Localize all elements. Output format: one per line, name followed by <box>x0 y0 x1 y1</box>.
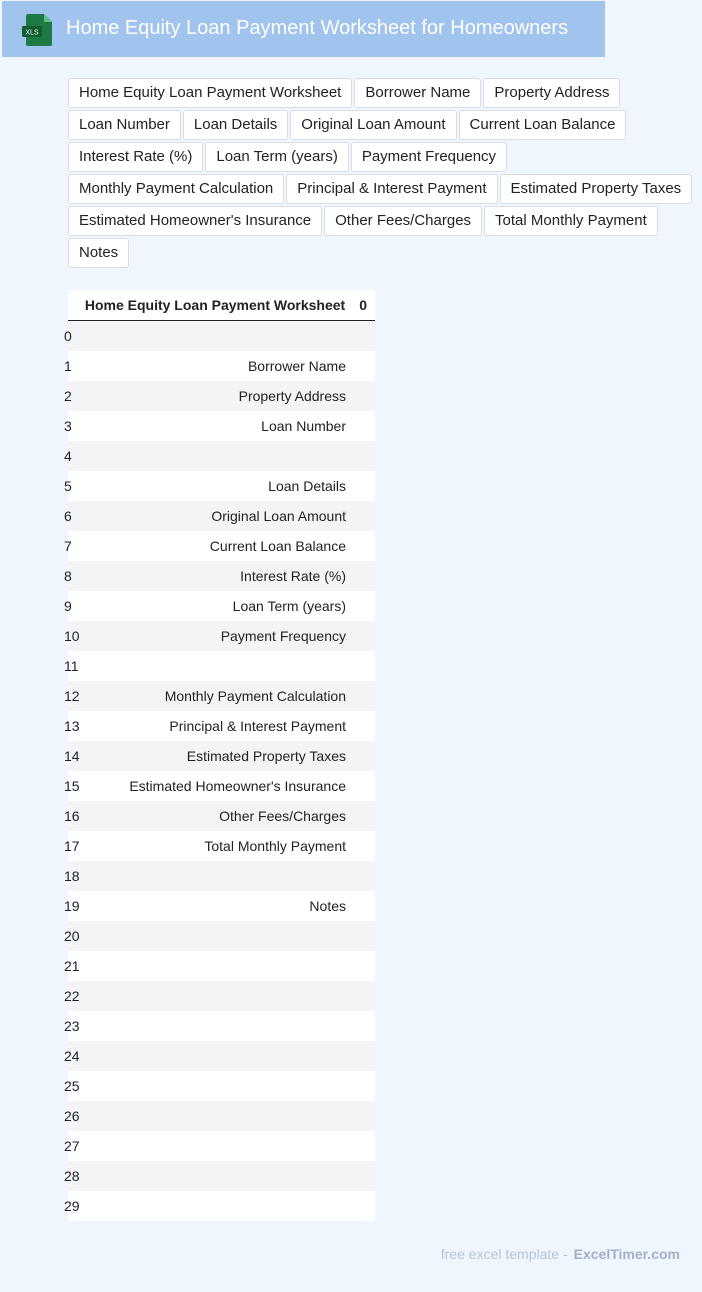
table-row <box>64 741 375 771</box>
row-index: 1 <box>64 358 72 374</box>
page-header <box>2 1 605 57</box>
row-index: 10 <box>64 628 80 644</box>
row-index: 16 <box>64 808 80 824</box>
table-row <box>64 471 375 501</box>
row-label: Estimated Property Taxes <box>186 748 346 764</box>
row-label: Notes <box>309 898 346 914</box>
row-index: 27 <box>64 1138 80 1154</box>
row-index: 15 <box>64 778 80 794</box>
row-index: 9 <box>64 598 72 614</box>
tag-item[interactable]: Principal & Interest Payment <box>286 174 497 204</box>
row-index: 20 <box>64 928 80 944</box>
tag-list <box>68 78 698 268</box>
table-row <box>64 561 375 591</box>
table-row <box>64 531 375 561</box>
footer-brand-link[interactable]: ExcelTimer.com <box>573 1246 680 1262</box>
tag-item[interactable]: Estimated Property Taxes <box>500 174 693 204</box>
row-index: 4 <box>64 448 72 464</box>
row-label: Total Monthly Payment <box>204 838 346 854</box>
table-row <box>64 771 375 801</box>
tag-item[interactable]: Original Loan Amount <box>290 110 456 140</box>
tag-item[interactable]: Estimated Homeowner's Insurance <box>68 206 322 236</box>
table-row <box>64 1161 375 1191</box>
row-label: Loan Number <box>261 418 346 434</box>
row-index: 28 <box>64 1168 80 1184</box>
tag-item[interactable]: Current Loan Balance <box>459 110 627 140</box>
tag-item[interactable]: Payment Frequency <box>351 142 507 172</box>
table-row <box>64 921 375 951</box>
table-row <box>64 831 375 861</box>
table-row <box>64 681 375 711</box>
tag-item[interactable]: Home Equity Loan Payment Worksheet <box>68 78 352 108</box>
tag-item[interactable]: Interest Rate (%) <box>68 142 203 172</box>
worksheet-rows <box>64 321 375 1221</box>
tag-item[interactable]: Monthly Payment Calculation <box>68 174 284 204</box>
table-row <box>64 981 375 1011</box>
tag-item[interactable]: Property Address <box>483 78 620 108</box>
worksheet-header-title: Home Equity Loan Payment Worksheet <box>84 297 346 313</box>
tag-item[interactable]: Notes <box>68 238 129 268</box>
table-row <box>64 501 375 531</box>
table-row <box>64 591 375 621</box>
row-label: Property Address <box>238 388 346 404</box>
table-row <box>64 801 375 831</box>
tag-item[interactable]: Loan Term (years) <box>205 142 348 172</box>
row-index: 5 <box>64 478 72 494</box>
tag-item[interactable]: Total Monthly Payment <box>484 206 658 236</box>
row-index: 17 <box>64 838 80 854</box>
table-row <box>64 1101 375 1131</box>
table-row <box>64 861 375 891</box>
row-label: Payment Frequency <box>220 628 346 644</box>
row-index: 13 <box>64 718 80 734</box>
row-index: 7 <box>64 538 72 554</box>
table-row <box>64 891 375 921</box>
row-index: 12 <box>64 688 80 704</box>
table-row <box>64 441 375 471</box>
row-index: 22 <box>64 988 80 1004</box>
table-row <box>64 621 375 651</box>
tag-item[interactable]: Borrower Name <box>354 78 481 108</box>
worksheet-preview <box>64 290 375 1221</box>
row-label: Borrower Name <box>247 358 346 374</box>
row-label: Principal & Interest Payment <box>169 718 346 734</box>
row-label: Current Loan Balance <box>209 538 346 554</box>
row-label: Other Fees/Charges <box>219 808 346 824</box>
row-index: 14 <box>64 748 80 764</box>
row-label: Loan Term (years) <box>232 598 346 614</box>
tag-item[interactable]: Other Fees/Charges <box>324 206 482 236</box>
row-label: Loan Details <box>268 478 346 494</box>
row-index: 18 <box>64 868 80 884</box>
table-row <box>64 1071 375 1101</box>
row-index: 26 <box>64 1108 80 1124</box>
table-row <box>64 351 375 381</box>
table-row <box>64 1191 375 1221</box>
table-row <box>64 951 375 981</box>
page-title: Home Equity Loan Payment Worksheet for Homeowners <box>66 17 569 39</box>
table-row <box>64 1041 375 1071</box>
table-row <box>64 711 375 741</box>
row-index: 0 <box>64 328 72 344</box>
row-index: 3 <box>64 418 72 434</box>
table-row <box>64 1131 375 1161</box>
tag-item[interactable]: Loan Number <box>68 110 181 140</box>
row-index: 2 <box>64 388 72 404</box>
row-index: 11 <box>64 658 79 674</box>
row-label: Monthly Payment Calculation <box>164 688 346 704</box>
row-index: 29 <box>64 1198 80 1214</box>
table-row <box>64 381 375 411</box>
table-row <box>64 1011 375 1041</box>
row-label: Interest Rate (%) <box>240 568 346 584</box>
row-index: 19 <box>64 898 80 914</box>
table-row <box>64 411 375 441</box>
table-row <box>64 651 375 681</box>
row-index: 8 <box>64 568 72 584</box>
row-index: 6 <box>64 508 72 524</box>
footer-text: free excel template - <box>440 1246 568 1262</box>
worksheet-header-column: 0 <box>359 297 367 313</box>
row-index: 21 <box>64 958 80 974</box>
row-index: 25 <box>64 1078 80 1094</box>
tag-item[interactable]: Loan Details <box>183 110 288 140</box>
svg-text:XLS: XLS <box>25 29 39 37</box>
footer <box>441 1246 680 1262</box>
excel-file-icon <box>22 13 54 47</box>
row-label: Estimated Homeowner's Insurance <box>129 778 346 794</box>
row-label: Original Loan Amount <box>211 508 346 524</box>
worksheet-header-row <box>68 290 375 321</box>
table-row <box>64 321 375 351</box>
row-index: 24 <box>64 1048 80 1064</box>
row-index: 23 <box>64 1018 80 1034</box>
